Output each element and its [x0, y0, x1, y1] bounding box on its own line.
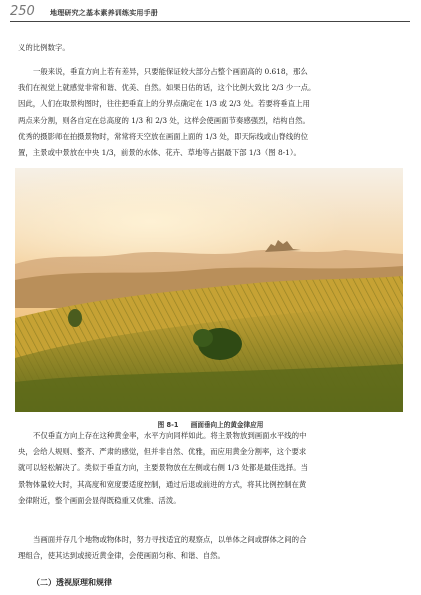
text-line: 不仅垂直方向上存在这种黄金率，水平方向同样如此。将主景物放到画面水平线的中 [33, 431, 307, 440]
figure-vineyard-photo [15, 168, 403, 412]
header-rule [10, 21, 410, 22]
paragraph-golden-ratio-vertical [18, 64, 411, 161]
tree [193, 329, 213, 347]
figure-caption-text: 画面垂向上的黄金律应用 [190, 421, 264, 429]
paragraph-golden-ratio-horizontal [18, 428, 411, 509]
text-line: 两点来分割，则各自定在总高度的 1/3 和 2/3 处，这样会使画面节奏感强烈，结构自然。 [18, 115, 310, 125]
text-line: 义的比例数字。 [18, 43, 70, 52]
text-line: 就可以轻松解决了。类似于垂直方向，主要景物放在左侧或右侧 1/3 处都是最佳选择。当 [18, 463, 309, 473]
text-line: 当画面并存几个地物或物体时，努力寻找适宜的观察点，以单体之间或群体之间的合 [33, 535, 307, 544]
vineyard-landscape-image [15, 168, 403, 412]
tree [68, 309, 82, 327]
text-line: 置，主景或中景放在中央 1/3，前景的水体、花卉、草地等占据最下部 1/3（图 8-1）。 [18, 148, 301, 158]
text-line: 央，会给人规则、整齐、严肃的感觉，但并非自然、优雅，而应用黄金分割率，这个要求 [18, 447, 307, 457]
paragraph-multiple-objects [18, 532, 411, 564]
text-line: 景物体量较大时，其高度和宽度要适度控制，通过后退或前进的方式，将其比例控制在黄 [18, 479, 307, 489]
section-subheading: （二）透视原理和规律 [32, 577, 112, 587]
text-line: 优秀的摄影师在拍摄景物时，常常将天空放在画面上面的 1/3 处，即天际线或山脊线的位 [18, 131, 309, 141]
running-title: 地理研究之基本素养训练实用手册 [50, 9, 158, 17]
figure-label: 图 8-1 [157, 421, 179, 429]
page-number: 250 [10, 4, 35, 19]
text-line: 理组合，使其达到或接近黄金律，会使画面匀称、和谐、自然。 [18, 551, 225, 561]
text-line: 金律附近，整个画面会显得既稳重又优雅、活泼。 [18, 495, 181, 505]
continued-paragraph [18, 40, 411, 56]
text-line: 我们在视觉上就感觉非常和谐、优美、自然。如果日估的话，这个比例大致比 2/3 少一点。 [18, 83, 316, 93]
text-line: 一般来说，垂直方向上若有差异，只要能保证较大部分占整个画面高的 0.618，那么 [33, 67, 308, 76]
running-header [10, 4, 410, 22]
text-line: 因此，人们在取景构图时，往往把垂直上的分界点确定在 1/3 或 2/3 处。若要将垂直上用 [18, 99, 310, 109]
